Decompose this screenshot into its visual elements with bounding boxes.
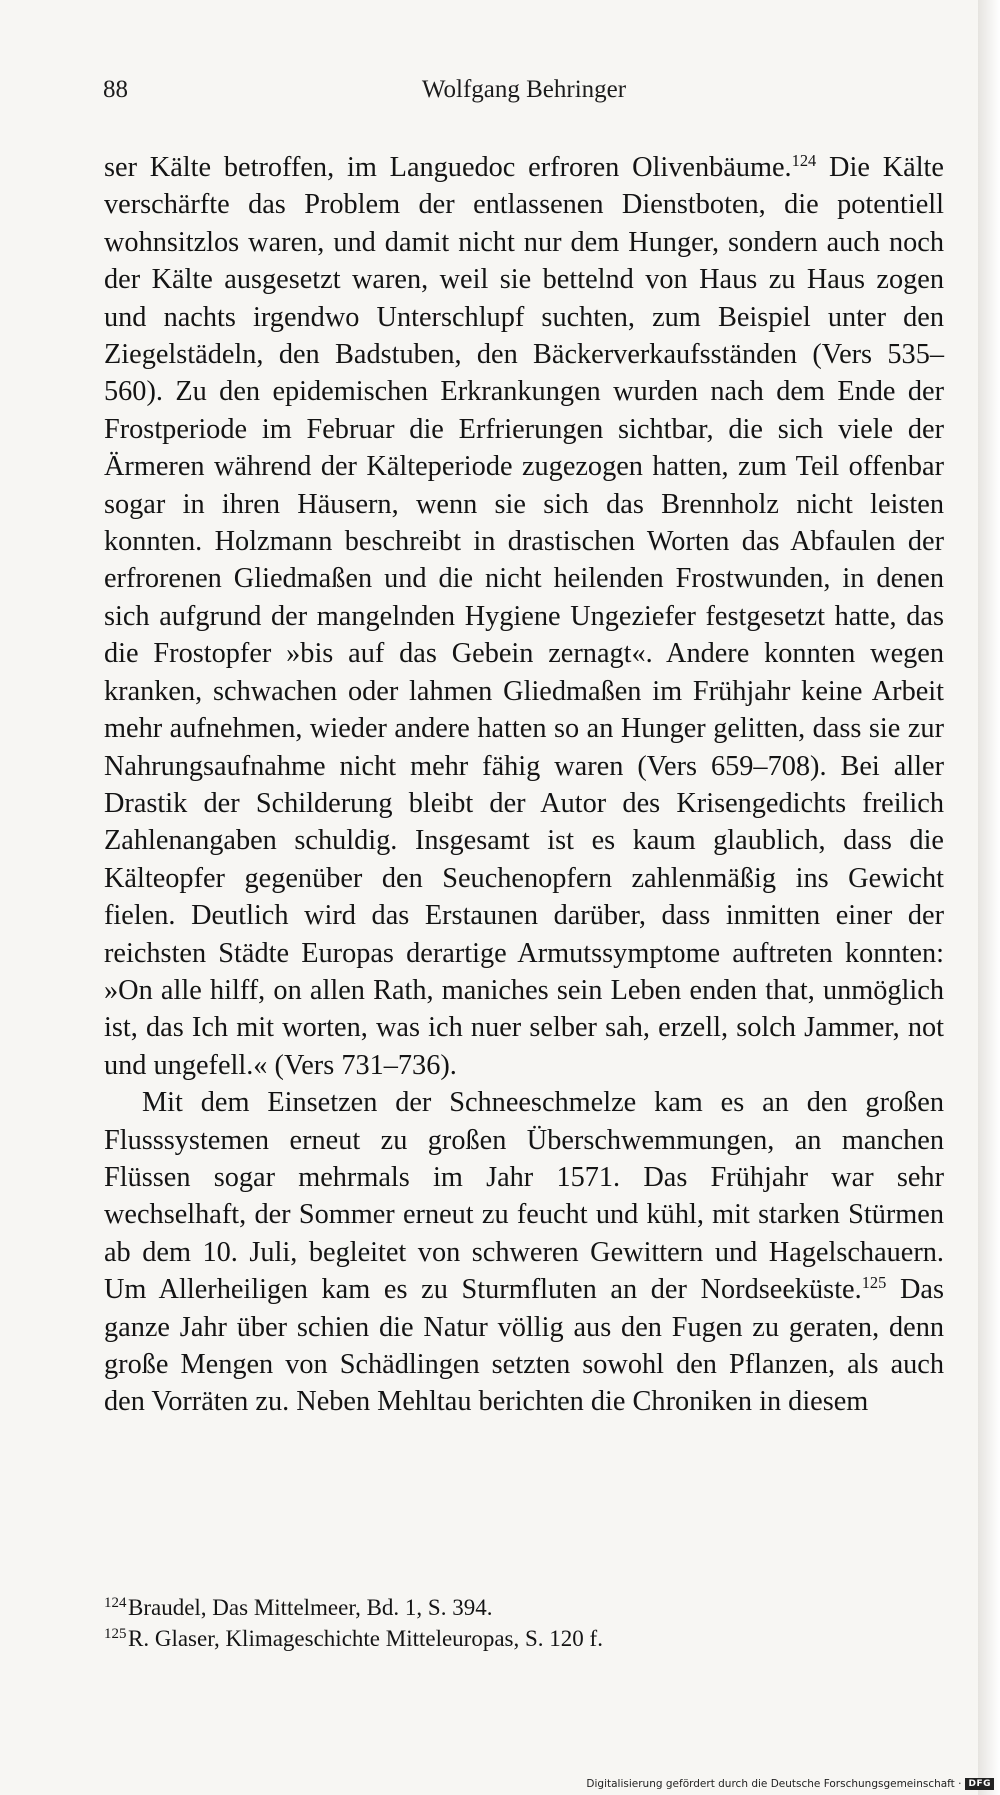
paragraph-2 (104, 1084, 944, 1421)
page-header (103, 76, 945, 116)
footnote-ref-125: 125 (861, 1273, 887, 1293)
footnote-ref-124: 124 (791, 150, 817, 170)
text-run: Die Kälte verschärfte das Problem der entlassenen Dienstboten, die potentiell wohnsitzlos waren, und damit nicht nur dem Hunger, sondern auch noch der Kälte ausgesetzt waren, weil sie bettelnd von Haus zu Haus zogen und nachts irgendwo Unterschlupf suchten, zum Beispiel unter den Ziegelstädeln, den Badstuben, den Bäckerverkaufsständen (Vers 535–560). Zu den epidemischen Erkrankungen wurden nach dem Ende der Frostperiode im Februar die Erfrierungen sichtbar, die sich viele der Ärmeren während der Kälteperiode zugezogen hatten, zum Teil offenbar sogar in ihren Häusern, wenn sie sich das Brennholz nicht leisten konnten. Holzmann beschreibt in drastischen Worten das Abfaulen der erfrorenen Gliedmaßen und die nicht heilenden Frostwunden, in denen sich aufgrund der mangelnden Hygiene Ungeziefer festgesetzt hatte, das die Frostopfer »bis auf das Gebein zernagt«. Andere konnten wegen kranken, schwachen oder lahmen Gliedmaßen im Frühjahr keine Arbeit mehr aufnehmen, wieder andere hatten so an Hunger gelitten, dass sie zur Nahrungsaufnahme nicht mehr fähig waren (Vers 659–708). Bei aller Drastik der Schilderung bleibt der Autor des Krisengedichts freilich Zahlenangaben schuldig. Insgesamt ist es kaum glaublich, dass die Kälteopfer gegenüber den Seuchenopfern zahlenmäßig ins Gewicht fielen. Deutlich wird das Erstaunen darüber, dass inmitten einer der reichsten Städte Europas derartige Armutssymptome auftreten konnten: »On alle hilff, on allen Rath, maniches sein Leben enden that, unmöglich ist, das Ich mit worten, was ich nuer selber sah, erzell, solch Jammer, not und ungefell.« (Vers 731–736). (104, 152, 944, 1081)
footnote-number: 125 (104, 1626, 127, 1642)
paragraph-1 (104, 149, 944, 1084)
footnote-number: 124 (104, 1595, 127, 1611)
text-run: Das ganze Jahr über schien die Natur völlig aus den Fugen zu geraten, denn große Mengen von Schädlingen setzten sowohl den Pflanzen, als auch den Vorräten zu. Neben Mehltau berichten die Chroniken in diesem (104, 1274, 944, 1418)
page-edge-shadow (978, 0, 1000, 1795)
digitization-notice-text: Digitalisierung gefördert durch die Deutsche Forschungsgemeinschaft · (586, 1778, 962, 1790)
footnote-text: Braudel, Das Mittelmeer, Bd. 1, S. 394. (128, 1595, 493, 1620)
page-number: 88 (103, 76, 128, 103)
text-run: ser Kälte betroffen, im Languedoc erfroren Olivenbäume. (104, 152, 792, 183)
footnote-text: R. Glaser, Klimageschichte Mitteleuropas, S. 120 f. (128, 1626, 603, 1651)
dfg-logo: DFG (965, 1778, 994, 1790)
footnote-124 (104, 1592, 944, 1623)
footnotes (104, 1592, 944, 1654)
digitization-notice (586, 1776, 994, 1792)
main-text (104, 149, 944, 1421)
running-head-author: Wolfgang Behringer (421, 76, 627, 103)
footnote-125 (104, 1623, 944, 1654)
text-run: Mit dem Einsetzen der Schneeschmelze kam es an den großen Flusssystemen erneut zu großen Überschwemmungen, an manchen Flüssen sogar mehrmals im Jahr 1571. Das Frühjahr war sehr wechselhaft, der Sommer erneut zu feucht und kühl, mit starken Stürmen ab dem 10. Juli, begleitet von schweren Gewittern und Hagelschauern. Um Allerheiligen kam es zu Sturmfluten an der Nordseeküste. (104, 1087, 944, 1306)
